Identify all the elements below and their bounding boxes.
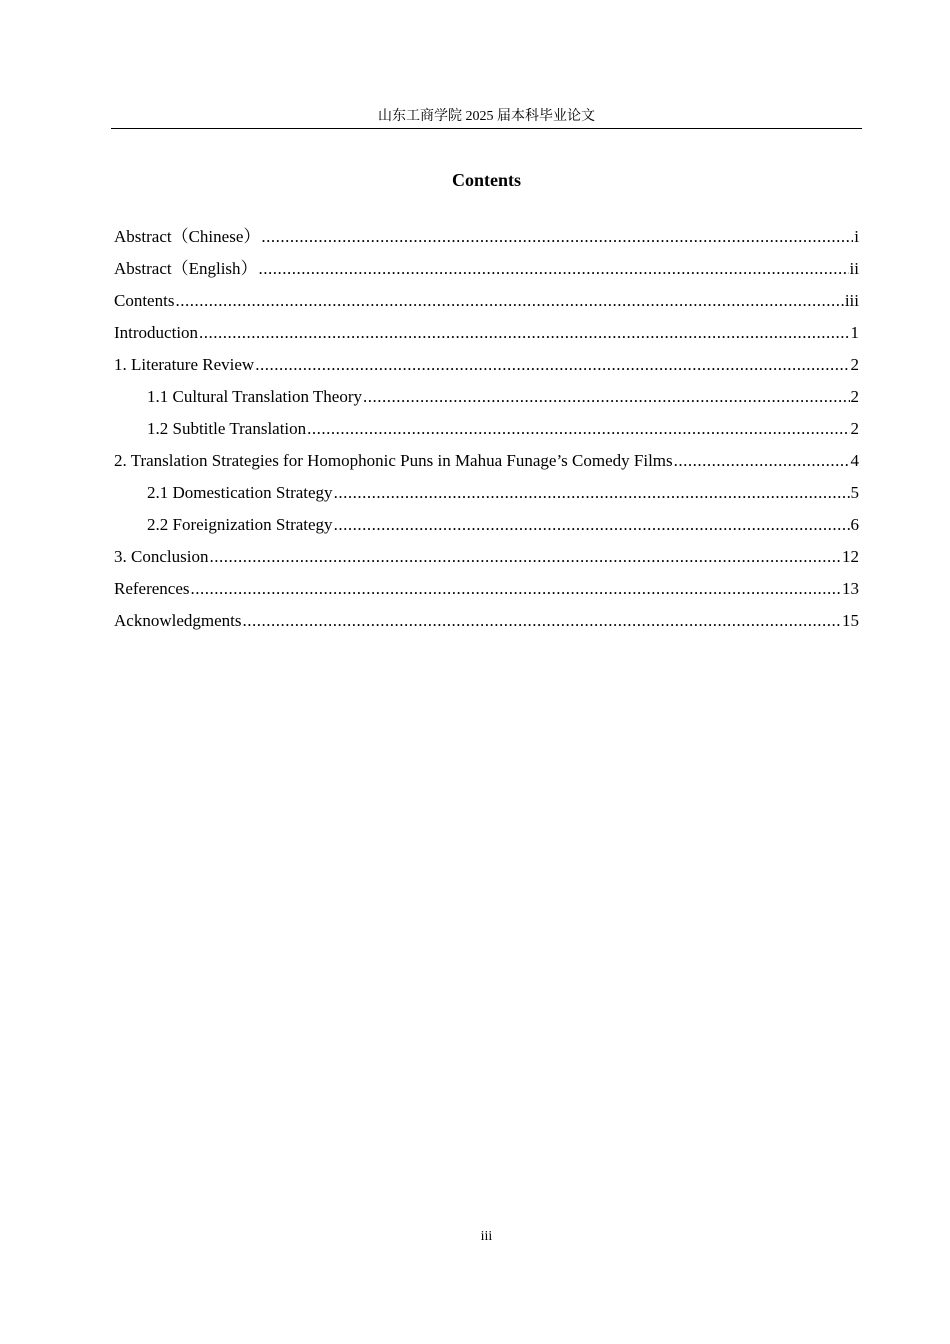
toc-entry[interactable] bbox=[114, 577, 859, 609]
toc-entry-label: Abstract（Chinese） bbox=[114, 227, 261, 246]
toc-entry[interactable] bbox=[114, 353, 859, 385]
dot-leader bbox=[307, 417, 849, 441]
toc-entry-label: 3. Conclusion bbox=[114, 547, 209, 566]
dot-leader bbox=[242, 609, 841, 633]
page-title: Contents bbox=[451, 170, 521, 190]
toc-entry-page: 12 bbox=[842, 547, 859, 566]
toc-entry-label: 2. Translation Strategies for Homophonic Puns in Mahua Funage’s Comedy Films bbox=[114, 451, 673, 470]
toc-entry-label: 1.2 Subtitle Translation bbox=[147, 419, 307, 438]
toc-entry-page: 6 bbox=[850, 515, 859, 534]
toc-entry[interactable] bbox=[114, 385, 859, 417]
table-of-contents bbox=[114, 225, 859, 641]
toc-entry[interactable] bbox=[114, 513, 859, 545]
toc-entry-page: 13 bbox=[842, 579, 859, 598]
toc-entry-page: i bbox=[854, 227, 859, 246]
toc-entry[interactable] bbox=[114, 481, 859, 513]
toc-entry-page: iii bbox=[844, 291, 859, 310]
toc-entry[interactable] bbox=[114, 417, 859, 449]
toc-entry[interactable] bbox=[114, 321, 859, 353]
toc-entry[interactable] bbox=[114, 257, 859, 289]
toc-entry-label: Contents bbox=[114, 291, 175, 310]
dot-leader bbox=[209, 545, 841, 569]
dot-leader bbox=[199, 321, 849, 345]
toc-entry[interactable] bbox=[114, 449, 859, 481]
toc-entry-page: 15 bbox=[842, 611, 859, 630]
toc-entry-page: 4 bbox=[850, 451, 859, 470]
dot-leader bbox=[175, 289, 843, 313]
dot-leader bbox=[259, 257, 849, 281]
dot-leader bbox=[261, 225, 853, 249]
dot-leader bbox=[674, 449, 850, 473]
page-number: iii bbox=[480, 1229, 493, 1244]
toc-entry-label: 2.2 Foreignization Strategy bbox=[147, 515, 333, 534]
running-header: 山东工商学院 2025 届本科毕业论文 bbox=[111, 106, 862, 129]
toc-entry-page: 2 bbox=[850, 355, 859, 374]
toc-entry[interactable] bbox=[114, 225, 859, 257]
toc-entry[interactable] bbox=[114, 545, 859, 577]
toc-entry-page: 1 bbox=[850, 323, 859, 342]
toc-entry-label: 1.1 Cultural Translation Theory bbox=[147, 387, 363, 406]
dot-leader bbox=[334, 481, 850, 505]
toc-entry-page: 2 bbox=[850, 387, 859, 406]
toc-entry-page: ii bbox=[849, 259, 859, 278]
toc-entry[interactable] bbox=[114, 289, 859, 321]
toc-entry-label: Abstract（English） bbox=[114, 259, 258, 278]
toc-entry-label: Acknowledgments bbox=[114, 611, 242, 630]
dot-leader bbox=[191, 577, 841, 601]
toc-entry-label: 2.1 Domestication Strategy bbox=[147, 483, 333, 502]
toc-entry[interactable] bbox=[114, 609, 859, 641]
dot-leader bbox=[255, 353, 849, 377]
toc-entry-page: 2 bbox=[850, 419, 859, 438]
dot-leader bbox=[363, 385, 849, 409]
toc-entry-label: 1. Literature Review bbox=[114, 355, 255, 374]
toc-entry-page: 5 bbox=[850, 483, 859, 502]
dot-leader bbox=[334, 513, 850, 537]
toc-entry-label: References bbox=[114, 579, 190, 598]
toc-entry-label: Introduction bbox=[114, 323, 199, 342]
